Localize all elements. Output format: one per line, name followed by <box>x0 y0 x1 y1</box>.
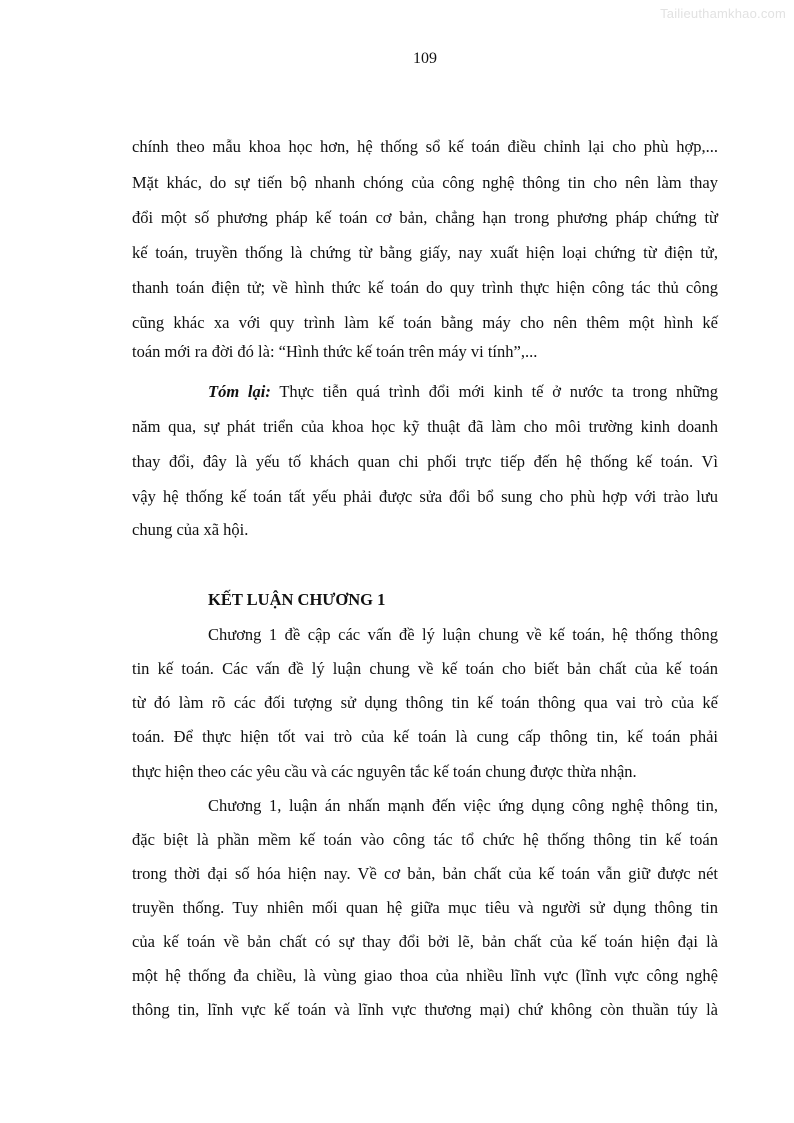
body-line: thay đổi, đây là yếu tố khách quan chi phối trực tiếp đến hệ thống kế toán. Vì <box>132 452 718 471</box>
body-line: thông tin, lĩnh vực kế toán và lĩnh vực thương mại) chứ không còn thuần túy là <box>132 1000 718 1019</box>
body-line: vậy hệ thống kế toán tất yếu phải được sửa đổi bổ sung cho phù hợp với trào lưu <box>132 487 718 506</box>
body-line: Chương 1 đề cập các vấn đề lý luận chung về kế toán, hệ thống thông <box>208 625 718 644</box>
body-line: Chương 1, luận án nhấn mạnh đến việc ứng dụng công nghệ thông tin, <box>208 796 718 815</box>
body-line: Mặt khác, do sự tiến bộ nhanh chóng của công nghệ thông tin cho nên làm thay <box>132 173 718 192</box>
section-heading: KẾT LUẬN CHƯƠNG 1 <box>208 590 386 609</box>
body-line: đổi một số phương pháp kế toán cơ bản, chẳng hạn trong phương pháp chứng từ <box>132 208 718 227</box>
body-line: một hệ thống đa chiều, là vùng giao thoa của nhiều lĩnh vực (lĩnh vực công nghệ <box>132 966 718 985</box>
summary-first-line <box>208 382 718 402</box>
body-line: thực hiện theo các yêu cầu và các nguyên tắc kế toán chung được thừa nhận. <box>132 762 637 781</box>
body-line: thanh toán điện tử; về hình thức kế toán do quy trình thực hiện công tác thủ công <box>132 278 718 297</box>
body-line: tin kế toán. Các vấn đề lý luận chung về kế toán cho biết bản chất của kế toán <box>132 659 718 678</box>
body-line: kế toán, truyền thống là chứng từ bằng giấy, nay xuất hiện loại chứng từ điện tử, <box>132 243 718 262</box>
body-line: toán. Để thực hiện tốt vai trò của kế toán là cung cấp thông tin, kế toán phải <box>132 727 718 746</box>
body-line: cũng khác xa với quy trình làm kế toán bằng máy cho nên thêm một hình kế <box>132 313 718 332</box>
watermark-text: Tailieuthamkhao.com <box>660 6 786 21</box>
body-line: chính theo mẫu khoa học hơn, hệ thống sổ kế toán điều chỉnh lại cho phù hợp,... <box>132 137 718 156</box>
summary-first-line-text: Thực tiễn quá trình đổi mới kinh tế ở nước ta trong những <box>270 382 718 401</box>
body-line: của kế toán về bản chất có sự thay đổi bởi lẽ, bản chất của kế toán hiện đại là <box>132 932 718 951</box>
body-line: năm qua, sự phát triển của khoa học kỹ thuật đã làm cho môi trường kinh doanh <box>132 417 718 436</box>
summary-label: Tóm lại: <box>208 382 271 401</box>
body-line: toán mới ra đời đó là: “Hình thức kế toán trên máy vi tính”,... <box>132 342 538 361</box>
body-line: trong thời đại số hóa hiện nay. Về cơ bản, bản chất của kế toán vẫn giữ được nét <box>132 864 718 883</box>
page-number: 109 <box>413 50 437 67</box>
body-line: truyền thống. Tuy nhiên mối quan hệ giữa mục tiêu và người sử dụng thông tin <box>132 898 718 917</box>
body-line: chung của xã hội. <box>132 520 249 539</box>
body-line: từ đó làm rõ các đối tượng sử dụng thông tin kế toán thông qua vai trò của kế <box>132 693 718 712</box>
body-line: đặc biệt là phần mềm kế toán vào công tác tổ chức hệ thống thông tin kế toán <box>132 830 718 849</box>
